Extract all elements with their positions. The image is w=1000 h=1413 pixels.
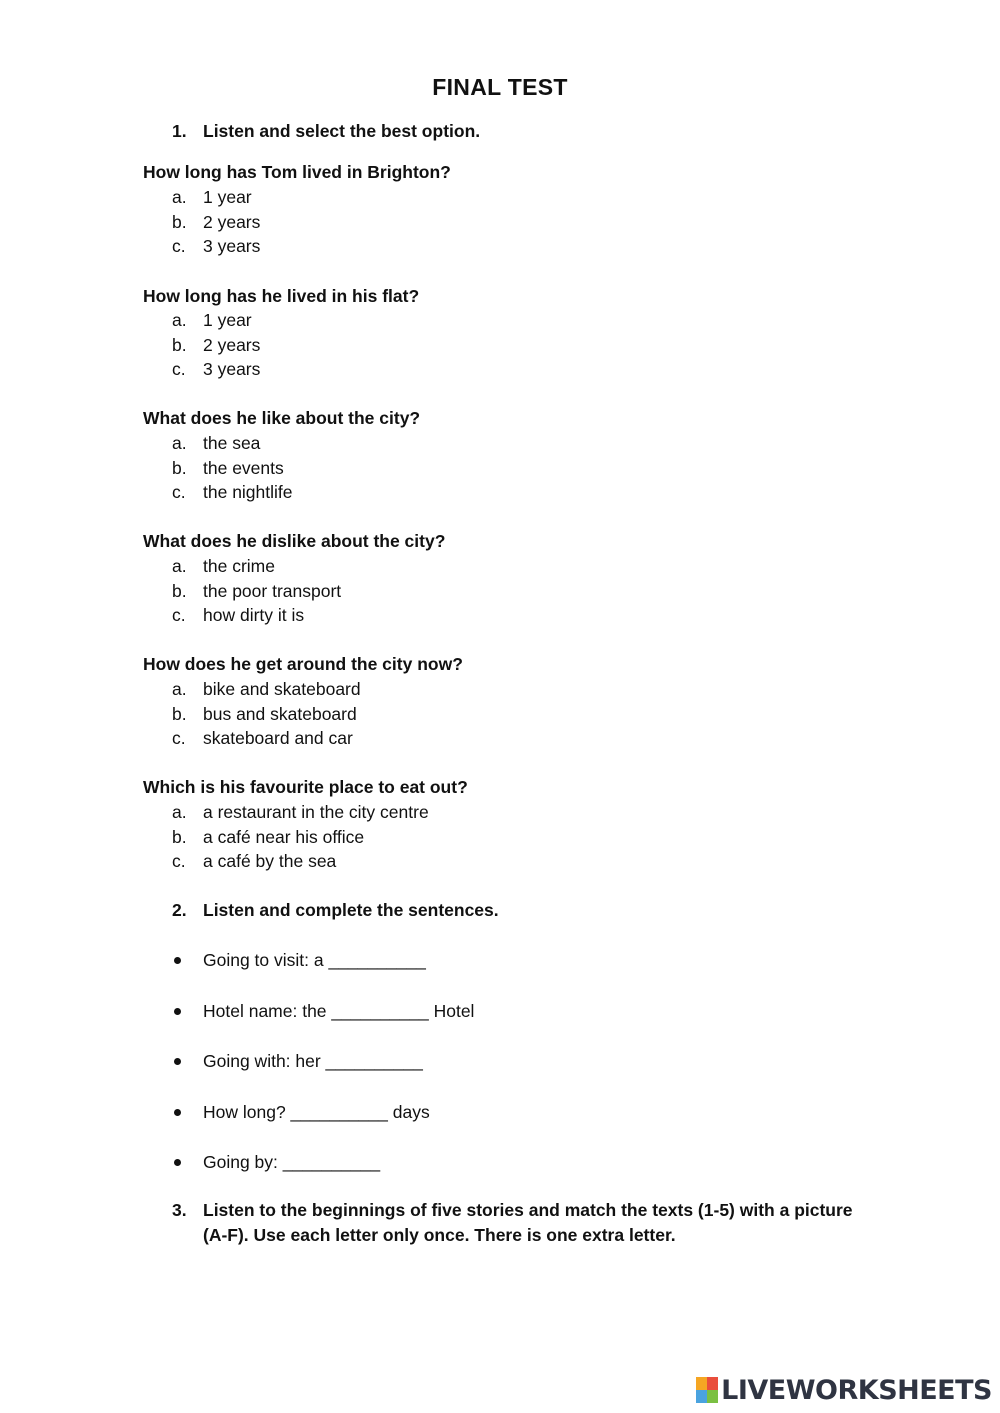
fill-in-text: Hotel name: the __________ Hotel [203, 1000, 475, 1021]
fill-in-text: Going to visit: a __________ [203, 950, 426, 970]
option-letter: a. [172, 187, 187, 207]
fill-in-text: How long? __________ days [203, 1101, 430, 1122]
option-text: 2 years [203, 211, 261, 232]
option-letter: b. [172, 211, 187, 232]
option-letter: c. [172, 728, 186, 749]
bullet-icon [174, 1109, 181, 1116]
option-letter: b. [172, 457, 187, 478]
option-letter: a. [172, 802, 187, 822]
option-letter: a. [172, 679, 187, 699]
bullet-icon [174, 1058, 181, 1065]
question-text: What does he like about the city? [143, 408, 421, 428]
bullet-icon [174, 1159, 181, 1166]
option-letter: a. [172, 433, 187, 453]
bullet-icon [174, 957, 181, 964]
option-letter: b. [172, 580, 187, 601]
option-text: 3 years [203, 236, 261, 257]
option-letter: a. [172, 310, 187, 330]
option-text: the sea [203, 433, 261, 453]
option-text: the events [203, 457, 284, 478]
fill-in-text: Going by: __________ [203, 1152, 381, 1173]
option-text: the nightlife [203, 482, 293, 503]
question-text: Which is his favourite place to eat out? [143, 777, 468, 797]
option-text: 2 years [203, 334, 261, 355]
option-letter: c. [172, 359, 186, 380]
logo-icon [696, 1377, 718, 1403]
option-letter: c. [172, 605, 186, 626]
section-instruction: Listen to the beginnings of five stories and match the texts (1-5) with a picture (A-F). Use each letter only once. There is one extra letter. [203, 1200, 853, 1245]
question-text: How long has he lived in his flat? [143, 286, 420, 306]
option-text: a café by the sea [203, 851, 337, 872]
option-text: 3 years [203, 359, 261, 380]
logo-text: LIVEWORKSHEETS [721, 1374, 992, 1406]
section-number: 1. [172, 121, 187, 141]
option-letter: b. [172, 334, 187, 355]
page-title: FINAL TEST [432, 74, 568, 100]
option-text: a café near his office [203, 826, 365, 847]
option-letter: c. [172, 482, 186, 503]
option-letter: c. [172, 236, 186, 257]
question-text: How does he get around the city now? [143, 654, 463, 674]
option-text: bike and skateboard [203, 679, 361, 699]
option-text: the poor transport [203, 580, 342, 601]
question-text: What does he dislike about the city? [143, 531, 446, 551]
liveworksheets-logo[interactable] [696, 1375, 992, 1405]
option-letter: b. [172, 703, 187, 724]
section-instruction: Listen and complete the sentences. [203, 900, 499, 920]
section-number: 2. [172, 900, 187, 920]
option-letter: a. [172, 556, 187, 576]
option-text: how dirty it is [203, 605, 305, 626]
option-text: bus and skateboard [203, 703, 357, 724]
section-instruction: Listen and select the best option. [203, 121, 481, 141]
option-letter: b. [172, 826, 187, 847]
option-text: a restaurant in the city centre [203, 802, 429, 822]
section-number: 3. [172, 1200, 187, 1220]
option-text: 1 year [203, 310, 252, 330]
fill-in-text: Going with: her __________ [203, 1051, 423, 1072]
option-text: the crime [203, 556, 275, 576]
option-text: skateboard and car [203, 728, 353, 749]
question-text: How long has Tom lived in Brighton? [143, 162, 451, 182]
option-text: 1 year [203, 187, 252, 207]
bullet-icon [174, 1008, 181, 1015]
option-letter: c. [172, 851, 186, 872]
